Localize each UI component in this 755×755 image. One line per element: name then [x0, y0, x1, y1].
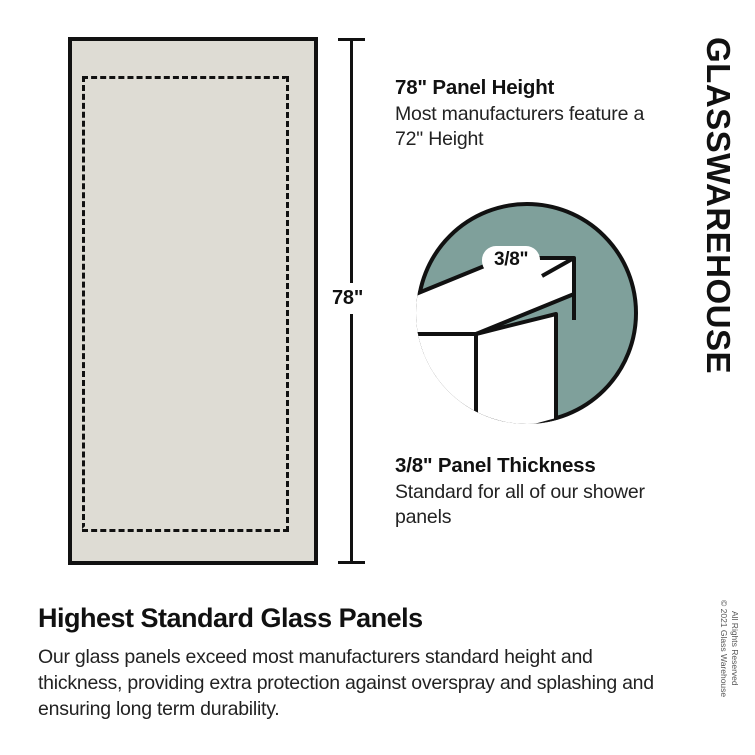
height-dimension-label: 78"	[330, 283, 365, 314]
callout-panel-height-heading: 78" Panel Height	[395, 76, 555, 99]
dimension-cap-bottom	[338, 561, 365, 564]
panel-inner-dashed-outline	[82, 76, 288, 529]
detail-circle-clip	[416, 202, 638, 424]
callout-panel-thickness	[395, 454, 665, 530]
panel-dashed-bottom-edge	[82, 529, 289, 532]
callout-panel-thickness-body: Standard for all of our shower panels	[395, 481, 645, 528]
callout-panel-thickness-heading: 3/8" Panel Thickness	[395, 454, 596, 477]
copyright-line-1: © 2021 Glass Warehouse	[719, 600, 729, 698]
callout-panel-height-body: Most manufacturers feature a 72" Height	[395, 103, 645, 150]
brand-wordmark	[699, 37, 745, 439]
thickness-detail-illustration	[416, 202, 638, 424]
footer-title: Highest Standard Glass Panels	[38, 603, 423, 633]
copyright-line-2: All Rights Reserved	[730, 611, 740, 687]
dimension-cap-top	[338, 38, 365, 41]
callout-panel-height	[395, 76, 665, 152]
thickness-value-badge: 3/8"	[482, 246, 540, 275]
brand-wordmark-text: GLASSWAREHOUSE	[700, 37, 737, 375]
footer-body: Our glass panels exceed most manufacturers standard height and thickness, providing extra protection against overspray and splashing and ensuring long term durability.	[38, 646, 654, 720]
copyright-notice	[707, 600, 747, 720]
panel-edge-drawing-icon	[416, 202, 638, 424]
panel-dashed-right-edge	[286, 76, 289, 532]
